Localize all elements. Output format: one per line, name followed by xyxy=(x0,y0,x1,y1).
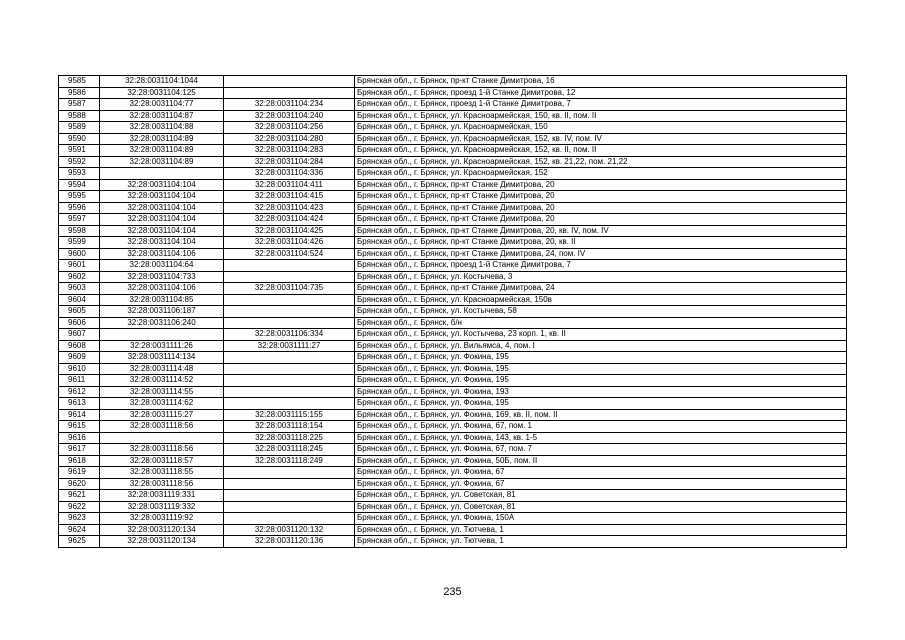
table-row xyxy=(59,444,847,456)
table-row xyxy=(59,248,847,260)
table-row xyxy=(59,168,847,180)
object-cadastral-number-cell xyxy=(224,294,355,306)
object-cadastral-number-cell: 32:28:0031104:425 xyxy=(224,225,355,237)
land-cadastral-number-cell: 32:28:0031114:55 xyxy=(100,386,224,398)
row-number-cell: 9601 xyxy=(59,260,100,272)
object-cadastral-number-cell: 32:28:0031104:234 xyxy=(224,99,355,111)
land-cadastral-number-cell: 32:28:0031115:27 xyxy=(100,409,224,421)
object-cadastral-number-cell: 32:28:0031104:423 xyxy=(224,202,355,214)
address-cell: Брянская обл., г. Брянск, пр-кт Станке Димитрова, 20, кв. II xyxy=(355,237,847,249)
row-number-cell: 9586 xyxy=(59,87,100,99)
object-cadastral-number-cell: 32:28:0031118:245 xyxy=(224,444,355,456)
row-number-cell: 9602 xyxy=(59,271,100,283)
table-row xyxy=(59,375,847,387)
land-cadastral-number-cell: 32:28:0031104:85 xyxy=(100,294,224,306)
object-cadastral-number-cell: 32:28:0031104:424 xyxy=(224,214,355,226)
table-row xyxy=(59,87,847,99)
land-cadastral-number-cell: 32:28:0031120:134 xyxy=(100,536,224,548)
address-cell: Брянская обл., г. Брянск, ул. Тютчева, 1 xyxy=(355,524,847,536)
row-number-cell: 9598 xyxy=(59,225,100,237)
table-row xyxy=(59,110,847,122)
table-row xyxy=(59,478,847,490)
address-cell: Брянская обл., г. Брянск, ул. Фокина, 195 xyxy=(355,352,847,364)
table-row xyxy=(59,536,847,548)
object-cadastral-number-cell: 32:28:0031118:154 xyxy=(224,421,355,433)
table-row xyxy=(59,99,847,111)
row-number-cell: 9591 xyxy=(59,145,100,157)
object-cadastral-number-cell: 32:28:0031111:27 xyxy=(224,340,355,352)
object-cadastral-number-cell: 32:28:0031104:240 xyxy=(224,110,355,122)
row-number-cell: 9588 xyxy=(59,110,100,122)
row-number-cell: 9613 xyxy=(59,398,100,410)
address-cell: Брянская обл., г. Брянск, пр-кт Станке Димитрова, 24, пом. IV xyxy=(355,248,847,260)
row-number-cell: 9604 xyxy=(59,294,100,306)
address-cell: Брянская обл., г. Брянск, пр-кт Станке Димитрова, 16 xyxy=(355,76,847,88)
table-row xyxy=(59,122,847,134)
address-cell: Брянская обл., г. Брянск, проезд 1-й Станке Димитрова, 12 xyxy=(355,87,847,99)
table-row xyxy=(59,214,847,226)
land-cadastral-number-cell: 32:28:0031104:104 xyxy=(100,179,224,191)
table-row xyxy=(59,317,847,329)
row-number-cell: 9606 xyxy=(59,317,100,329)
registry-table xyxy=(58,75,847,548)
object-cadastral-number-cell xyxy=(224,76,355,88)
object-cadastral-number-cell xyxy=(224,363,355,375)
object-cadastral-number-cell: 32:28:0031104:284 xyxy=(224,156,355,168)
row-number-cell: 9605 xyxy=(59,306,100,318)
row-number-cell: 9624 xyxy=(59,524,100,536)
table-row xyxy=(59,467,847,479)
object-cadastral-number-cell xyxy=(224,352,355,364)
object-cadastral-number-cell xyxy=(224,306,355,318)
row-number-cell: 9622 xyxy=(59,501,100,513)
row-number-cell: 9608 xyxy=(59,340,100,352)
row-number-cell: 9610 xyxy=(59,363,100,375)
object-cadastral-number-cell: 32:28:0031104:336 xyxy=(224,168,355,180)
address-cell: Брянская обл., г. Брянск, ул. Фокина, 67 xyxy=(355,467,847,479)
row-number-cell: 9607 xyxy=(59,329,100,341)
row-number-cell: 9620 xyxy=(59,478,100,490)
land-cadastral-number-cell: 32:28:0031104:77 xyxy=(100,99,224,111)
land-cadastral-number-cell: 32:28:0031104:64 xyxy=(100,260,224,272)
address-cell: Брянская обл., г. Брянск, пр-кт Станке Димитрова, 20 xyxy=(355,179,847,191)
land-cadastral-number-cell: 32:28:0031120:134 xyxy=(100,524,224,536)
address-cell: Брянская обл., г. Брянск, пр-кт Станке Димитрова, 20 xyxy=(355,191,847,203)
table-row xyxy=(59,352,847,364)
object-cadastral-number-cell: 32:28:0031104:411 xyxy=(224,179,355,191)
registry-table-body xyxy=(59,76,847,548)
address-cell: Брянская обл., г. Брянск, ул. Красноармейская, 152, кв. 21,22, пом. 21,22 xyxy=(355,156,847,168)
row-number-cell: 9612 xyxy=(59,386,100,398)
table-row xyxy=(59,260,847,272)
object-cadastral-number-cell xyxy=(224,271,355,283)
table-row xyxy=(59,524,847,536)
address-cell: Брянская обл., г. Брянск, ул. Костычева, 23 корп. 1, кв. II xyxy=(355,329,847,341)
address-cell: Брянская обл., г. Брянск, ул. Костычева, 58 xyxy=(355,306,847,318)
row-number-cell: 9600 xyxy=(59,248,100,260)
object-cadastral-number-cell xyxy=(224,317,355,329)
land-cadastral-number-cell: 32:28:0031104:104 xyxy=(100,214,224,226)
row-number-cell: 9589 xyxy=(59,122,100,134)
land-cadastral-number-cell: 32:28:0031119:331 xyxy=(100,490,224,502)
table-row xyxy=(59,455,847,467)
row-number-cell: 9617 xyxy=(59,444,100,456)
table-row xyxy=(59,432,847,444)
object-cadastral-number-cell xyxy=(224,501,355,513)
table-row xyxy=(59,398,847,410)
row-number-cell: 9615 xyxy=(59,421,100,433)
row-number-cell: 9599 xyxy=(59,237,100,249)
address-cell: Брянская обл., г. Брянск, ул. Фокина, 50Б, пом. II xyxy=(355,455,847,467)
row-number-cell: 9625 xyxy=(59,536,100,548)
object-cadastral-number-cell: 32:28:0031118:249 xyxy=(224,455,355,467)
table-row xyxy=(59,409,847,421)
table-row xyxy=(59,306,847,318)
address-cell: Брянская обл., г. Брянск, ул. Вильямса, 4, пом. I xyxy=(355,340,847,352)
land-cadastral-number-cell: 32:28:0031104:106 xyxy=(100,283,224,295)
address-cell: Брянская обл., г. Брянск, пр-кт Станке Димитрова, 20, кв. IV, пом. IV xyxy=(355,225,847,237)
table-row xyxy=(59,145,847,157)
row-number-cell: 9611 xyxy=(59,375,100,387)
land-cadastral-number-cell: 32:28:0031104:104 xyxy=(100,202,224,214)
address-cell: Брянская обл., г. Брянск, пр-кт Станке Димитрова, 20 xyxy=(355,214,847,226)
table-row xyxy=(59,340,847,352)
address-cell: Брянская обл., г. Брянск, ул. Фокина, 195 xyxy=(355,375,847,387)
land-cadastral-number-cell xyxy=(100,168,224,180)
table-row xyxy=(59,490,847,502)
address-cell: Брянская обл., г. Брянск, ул. Фокина, 67 xyxy=(355,478,847,490)
row-number-cell: 9593 xyxy=(59,168,100,180)
land-cadastral-number-cell: 32:28:0031118:56 xyxy=(100,478,224,490)
land-cadastral-number-cell: 32:28:0031118:56 xyxy=(100,444,224,456)
row-number-cell: 9587 xyxy=(59,99,100,111)
land-cadastral-number-cell: 32:28:0031104:1044 xyxy=(100,76,224,88)
address-cell: Брянская обл., г. Брянск, ул. Костычева, 3 xyxy=(355,271,847,283)
object-cadastral-number-cell xyxy=(224,478,355,490)
object-cadastral-number-cell: 32:28:0031120:136 xyxy=(224,536,355,548)
address-cell: Брянская обл., г. Брянск, ул. Фокина, 195 xyxy=(355,398,847,410)
land-cadastral-number-cell: 32:28:0031104:89 xyxy=(100,145,224,157)
land-cadastral-number-cell: 32:28:0031104:88 xyxy=(100,122,224,134)
row-number-cell: 9595 xyxy=(59,191,100,203)
row-number-cell: 9590 xyxy=(59,133,100,145)
object-cadastral-number-cell xyxy=(224,513,355,525)
land-cadastral-number-cell: 32:28:0031104:104 xyxy=(100,225,224,237)
address-cell: Брянская обл., г. Брянск, ул. Фокина, 150А xyxy=(355,513,847,525)
object-cadastral-number-cell: 32:28:0031104:426 xyxy=(224,237,355,249)
row-number-cell: 9614 xyxy=(59,409,100,421)
row-number-cell: 9603 xyxy=(59,283,100,295)
table-row xyxy=(59,421,847,433)
address-cell: Брянская обл., г. Брянск, ул. Фокина, 143, кв. 1-5 xyxy=(355,432,847,444)
land-cadastral-number-cell: 32:28:0031104:89 xyxy=(100,156,224,168)
object-cadastral-number-cell: 32:28:0031104:415 xyxy=(224,191,355,203)
address-cell: Брянская обл., г. Брянск, ул. Красноармейская, 150 xyxy=(355,122,847,134)
land-cadastral-number-cell: 32:28:0031114:134 xyxy=(100,352,224,364)
table-row xyxy=(59,329,847,341)
table-row xyxy=(59,271,847,283)
object-cadastral-number-cell xyxy=(224,375,355,387)
land-cadastral-number-cell: 32:28:0031104:733 xyxy=(100,271,224,283)
land-cadastral-number-cell: 32:28:0031104:104 xyxy=(100,191,224,203)
object-cadastral-number-cell: 32:28:0031104:280 xyxy=(224,133,355,145)
table-row xyxy=(59,294,847,306)
object-cadastral-number-cell xyxy=(224,467,355,479)
object-cadastral-number-cell xyxy=(224,398,355,410)
object-cadastral-number-cell: 32:28:0031118:225 xyxy=(224,432,355,444)
land-cadastral-number-cell: 32:28:0031104:106 xyxy=(100,248,224,260)
object-cadastral-number-cell: 32:28:0031104:256 xyxy=(224,122,355,134)
table-row xyxy=(59,133,847,145)
address-cell: Брянская обл., г. Брянск, ул. Красноармейская, 150, кв. II, пом. II xyxy=(355,110,847,122)
address-cell: Брянская обл., г. Брянск, ул. Фокина, 195 xyxy=(355,363,847,375)
address-cell: Брянская обл., г. Брянск, пр-кт Станке Димитрова, 24 xyxy=(355,283,847,295)
table-row xyxy=(59,237,847,249)
land-cadastral-number-cell: 32:28:0031114:48 xyxy=(100,363,224,375)
object-cadastral-number-cell: 32:28:0031104:735 xyxy=(224,283,355,295)
land-cadastral-number-cell xyxy=(100,329,224,341)
object-cadastral-number-cell xyxy=(224,87,355,99)
row-number-cell: 9623 xyxy=(59,513,100,525)
land-cadastral-number-cell: 32:28:0031118:57 xyxy=(100,455,224,467)
table-row xyxy=(59,513,847,525)
address-cell: Брянская обл., г. Брянск, ул. Красноармейская, 152, кв. IV, пом. IV xyxy=(355,133,847,145)
address-cell: Брянская обл., г. Брянск, ул. Красноармейская, 150в xyxy=(355,294,847,306)
land-cadastral-number-cell: 32:28:0031104:89 xyxy=(100,133,224,145)
address-cell: Брянская обл., г. Брянск, ул. Красноармейская, 152, кв. II, пом. II xyxy=(355,145,847,157)
object-cadastral-number-cell xyxy=(224,386,355,398)
land-cadastral-number-cell: 32:28:0031104:125 xyxy=(100,87,224,99)
table-row xyxy=(59,191,847,203)
row-number-cell: 9594 xyxy=(59,179,100,191)
object-cadastral-number-cell xyxy=(224,260,355,272)
land-cadastral-number-cell: 32:28:0031118:56 xyxy=(100,421,224,433)
address-cell: Брянская обл., г. Брянск, ул. Фокина, 169, кв. II, пом. II xyxy=(355,409,847,421)
address-cell: Брянская обл., г. Брянск, проезд 1-й Станке Димитрова, 7 xyxy=(355,99,847,111)
land-cadastral-number-cell: 32:28:0031106:240 xyxy=(100,317,224,329)
row-number-cell: 9592 xyxy=(59,156,100,168)
table-row xyxy=(59,156,847,168)
object-cadastral-number-cell: 32:28:0031104:524 xyxy=(224,248,355,260)
object-cadastral-number-cell: 32:28:0031106:334 xyxy=(224,329,355,341)
table-row xyxy=(59,225,847,237)
row-number-cell: 9619 xyxy=(59,467,100,479)
table-row xyxy=(59,501,847,513)
address-cell: Брянская обл., г. Брянск, проезд 1-й Станке Димитрова, 7 xyxy=(355,260,847,272)
address-cell: Брянская обл., г. Брянск, ул. Советская, 81 xyxy=(355,490,847,502)
address-cell: Брянская обл., г. Брянск, ул. Тютчева, 1 xyxy=(355,536,847,548)
address-cell: Брянская обл., г. Брянск, пр-кт Станке Димитрова, 20 xyxy=(355,202,847,214)
address-cell: Брянская обл., г. Брянск, ул. Фокина, 67, пом. 1 xyxy=(355,421,847,433)
row-number-cell: 9596 xyxy=(59,202,100,214)
table-row xyxy=(59,363,847,375)
land-cadastral-number-cell: 32:28:0031106:187 xyxy=(100,306,224,318)
row-number-cell: 9618 xyxy=(59,455,100,467)
table-row xyxy=(59,283,847,295)
address-cell: Брянская обл., г. Брянск, ул. Фокина, 67, пом. 7 xyxy=(355,444,847,456)
land-cadastral-number-cell: 32:28:0031104:104 xyxy=(100,237,224,249)
land-cadastral-number-cell: 32:28:0031104:87 xyxy=(100,110,224,122)
land-cadastral-number-cell: 32:28:0031119:92 xyxy=(100,513,224,525)
page-number: 235 xyxy=(443,586,462,598)
land-cadastral-number-cell xyxy=(100,432,224,444)
object-cadastral-number-cell: 32:28:0031120:132 xyxy=(224,524,355,536)
land-cadastral-number-cell: 32:28:0031111:26 xyxy=(100,340,224,352)
land-cadastral-number-cell: 32:28:0031119:332 xyxy=(100,501,224,513)
row-number-cell: 9621 xyxy=(59,490,100,502)
land-cadastral-number-cell: 32:28:0031114:62 xyxy=(100,398,224,410)
land-cadastral-number-cell: 32:28:0031118:55 xyxy=(100,467,224,479)
address-cell: Брянская обл., г. Брянск, ул. Красноармейская, 152 xyxy=(355,168,847,180)
row-number-cell: 9609 xyxy=(59,352,100,364)
object-cadastral-number-cell: 32:28:0031104:283 xyxy=(224,145,355,157)
row-number-cell: 9616 xyxy=(59,432,100,444)
land-cadastral-number-cell: 32:28:0031114:52 xyxy=(100,375,224,387)
object-cadastral-number-cell xyxy=(224,490,355,502)
address-cell: Брянская обл., г. Брянск, ул. Фокина, 193 xyxy=(355,386,847,398)
row-number-cell: 9585 xyxy=(59,76,100,88)
address-cell: Брянская обл., г. Брянск, ул. Советская, 81 xyxy=(355,501,847,513)
row-number-cell: 9597 xyxy=(59,214,100,226)
table-row xyxy=(59,386,847,398)
object-cadastral-number-cell: 32:28:0031115:155 xyxy=(224,409,355,421)
table-row xyxy=(59,179,847,191)
table-row xyxy=(59,202,847,214)
table-row xyxy=(59,76,847,88)
address-cell: Брянская обл., г. Брянск, б/н xyxy=(355,317,847,329)
